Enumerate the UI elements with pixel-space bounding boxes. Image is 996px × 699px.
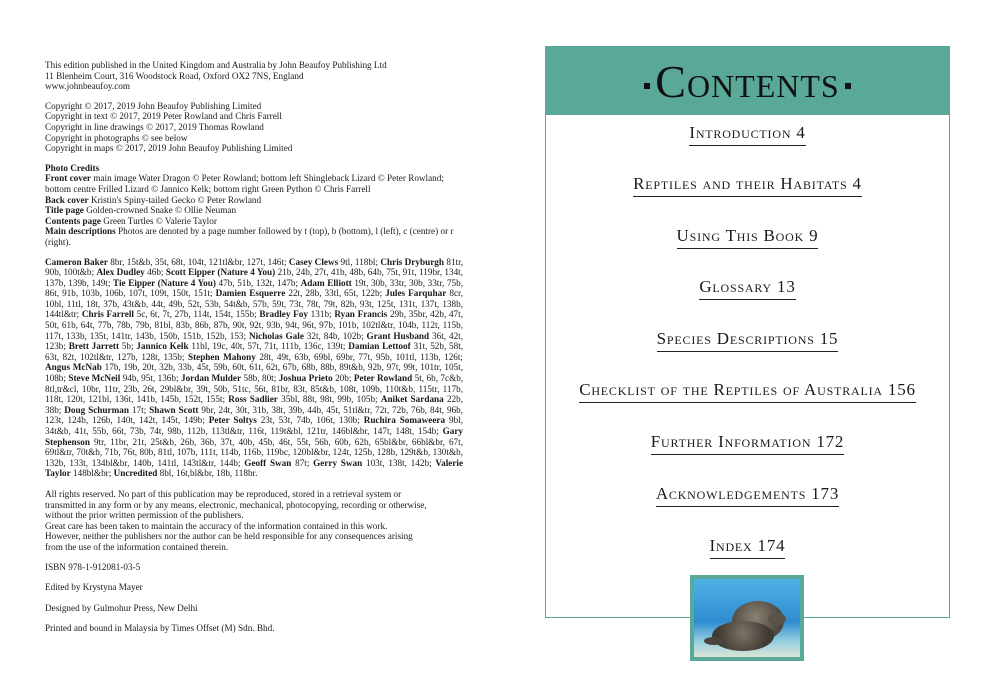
title-page-text: Golden-crowned Snake © Ollie Neuman — [86, 205, 237, 216]
main-descriptions-label: Main descriptions — [45, 226, 116, 237]
photographer-pages: 47b, 51b, 132t, 147b; — [218, 277, 299, 288]
photographer-pages: 9bl, 34t&b, 41t, 55b, 66t, 73b, 74t, 98b, 112b, 113tl&tr, 116t, 119t&bl, 121tr, 146bl&br, 147t, 148t, 154b; — [45, 415, 464, 436]
photographer-name: Ruchira Somaweera — [363, 415, 446, 426]
photographer-pages: 81tr, 90b, 100t&b; — [45, 256, 464, 278]
toc-item-checklist[interactable] — [546, 380, 949, 400]
photographer-pages: 29b, 35br, 42b, 47t, 50t, 61b, 64t, 77b, 78b, 79b, 81bl, 83b, 86b, 87b, 90t, 92t, 93b, 94t, 96t, 97b, 101b, 102tl&tr, 104b, 112t, 115b, 117t, 133b, 135t, 141tr, 143b, 150b, 151b, 152b, 153; — [45, 309, 464, 341]
photographer-pages: 28t, 49t, 63b, 69bl, 69br, 77t, 95b, 101tl, 113b, 126t; — [259, 351, 463, 362]
imprint-url[interactable]: www.johnbeaufoy.com — [45, 81, 131, 92]
photographer-pages: 131b; — [310, 309, 332, 320]
rights-block — [45, 489, 463, 553]
rights-line: from the use of the information contained therein. — [45, 541, 229, 552]
photographer-name: Tie Eipper (Nature 4 You) — [113, 277, 216, 288]
designed-by: Designed by Gulmohur Press, New Delhi — [45, 602, 198, 613]
contents-page-label: Contents page — [45, 215, 101, 226]
photographer-pages: 5c, 6t, 7t, 27b, 114t, 154t, 155b; — [136, 309, 257, 320]
photographer-name: Bradley Foy — [259, 309, 308, 320]
copyright-block — [45, 101, 463, 154]
photographer-name: Chris Dryburgh — [380, 256, 444, 267]
contents-page-text: Green Turtles © Valerie Taylor — [103, 215, 217, 226]
photographer-pages: 21b, 24b, 27t, 41b, 48b, 64b, 75t, 91t, 119br, 134t, 137b, 139b, 149t; — [45, 267, 464, 288]
rights-line: However, neither the publishers nor the author can be held responsible for any consequences arising — [45, 531, 413, 542]
main-descriptions-credit — [45, 226, 463, 247]
toc-link[interactable]: Further Information 172 — [651, 432, 844, 455]
turtle-shell-shape — [712, 621, 774, 651]
photographer-pages: 17t; — [131, 404, 147, 415]
edited-by: Edited by Krystyna Mayer — [45, 582, 143, 593]
photographer-pages: 9br, 24t, 30t, 31b, 38t, 39b, 44b, 45t, 51tl&tr, 72t, 72b, 76b, 84t, 96b, 123t, 124b, 126b, 140t, 142t, 145t, 149b; — [45, 404, 464, 426]
toc-item-introduction[interactable] — [546, 123, 949, 143]
toc-item-acknowledgements[interactable] — [546, 484, 949, 504]
photographer-pages: 8bl, 16t,bl&br, 18b, 118br. — [159, 468, 258, 479]
photographer-pages: 22b, 38b; — [45, 394, 464, 415]
toc-link[interactable]: Using This Book 9 — [677, 226, 819, 249]
photographer-name: Joshua Prieto — [278, 373, 333, 384]
photographer-name: Shawn Scott — [149, 404, 199, 415]
photographer-name: Damien Esquerre — [215, 288, 286, 299]
photographer-name: Valerie Taylor — [45, 457, 464, 479]
front-cover-label: Front cover — [45, 173, 92, 184]
photographer-name: Gerry Swan — [313, 457, 363, 468]
photographer-pages: 8cr, 10bl, 11tl, 18t, 37b, 43t&b, 44t, 49b, 52t, 53b, 54t&b, 57b, 59t, 73t, 78t, 79t, 82b, 93t, 125t, 131t, 137t, 138b, 144tl&tr; — [45, 288, 464, 320]
imprint-line: 11 Blenheim Court, 316 Woodstock Road, Oxford OX2 7NS, England — [45, 70, 304, 81]
photographer-name: Jordan Mulder — [180, 373, 242, 384]
photographer-name: Cameron Baker — [45, 256, 108, 267]
photographer-name: Peter Rowland — [353, 373, 413, 384]
ornament-dot — [644, 83, 650, 89]
photographer-name: Nicholas Gale — [248, 330, 304, 341]
photographer-name: Adam Elliott — [300, 277, 352, 288]
photographer-name: Stephen Mahony — [187, 351, 256, 362]
toc-item-using-this-book[interactable] — [546, 226, 949, 246]
contents-header-band — [546, 47, 949, 115]
photographer-pages: 103t, 138t, 142b; — [365, 457, 432, 468]
back-cover-text: Kristin's Spiny-tailed Gecko © Peter Rowland — [90, 194, 262, 205]
rights-line: Great care has been taken to maintain the accuracy of the information contained in this work. — [45, 520, 388, 531]
photographer-pages: 46b; — [147, 267, 164, 278]
photographer-name: Casey Clews — [288, 256, 339, 267]
front-cover-credit — [45, 173, 463, 194]
contents-title-text: Contents — [655, 55, 840, 107]
photographer-name: Aniket Sardana — [380, 394, 444, 405]
toc-link[interactable]: Acknowledgements 173 — [656, 484, 839, 507]
photographer-credits — [45, 257, 463, 479]
toc-link[interactable]: Checklist of the Reptiles of Australia 156 — [579, 380, 916, 403]
photographer-pages: 9tl, 118bl; — [340, 256, 379, 267]
back-cover-credit — [45, 195, 463, 206]
rights-line: transmitted in any form or by any means, electronic, mechanical, photocopying, recording or otherwise, — [45, 499, 427, 510]
toc-link[interactable]: Index 174 — [710, 536, 786, 559]
toc-item-glossary[interactable] — [546, 277, 949, 297]
title-page-credit — [45, 205, 463, 216]
toc-link[interactable]: Glossary 13 — [699, 277, 795, 300]
photographer-pages: 5b; — [121, 341, 134, 352]
photographer-pages: 32t, 84b, 102b; — [306, 330, 364, 341]
photographer-name: Scott Eipper (Nature 4 You) — [165, 267, 276, 278]
ornament-dot — [845, 83, 851, 89]
turtle-photo-frame — [690, 575, 804, 661]
photographer-name: Brett Jarrett — [68, 341, 120, 352]
toc-item-further-information[interactable] — [546, 432, 949, 452]
photographer-name: Grant Husband — [366, 330, 430, 341]
copyright-line: Copyright in text © 2017, 2019 Peter Rowland and Chris Farrell — [45, 111, 282, 122]
photographer-name: Angus McNab — [45, 362, 102, 373]
photographer-pages: 17b, 19b, 20t, 32b, 33b, 45t, 59b, 60t, 61t, 62t, 67b, 68b, 88b, 89t&b, 92b, 97t, 99t, 101tr, 105t, 108b; — [45, 362, 463, 384]
front-cover-text: main image Water Dragon © Peter Rowland; bottom left Shingleback Lizard © Peter Rowland; bottom centre Frilled Lizard © Jannico Kelk; bottom right Green Python © Chris Farrell — [45, 173, 444, 194]
photographer-pages: 8br, 15t&b, 35t, 68t, 104t, 121tl&br, 127t, 146t; — [110, 256, 287, 267]
green-turtles-photo — [694, 579, 800, 657]
contents-panel — [545, 46, 950, 618]
photographer-pages: 5t, 6b, 7c&b, 8tl,tr&cl, 10br, 11tr, 23b, 26t, 29bl&br, 39t, 50b, 51tc, 56t, 81br, 83t, 85t&b, 108t, 109b, 110t&b, 115tr, 117b, 118t, 120t, 121bl, 136t, 141b, 145b, 152t, 155t; — [45, 373, 464, 405]
imprint-block — [45, 60, 463, 92]
photographer-name: Geoff Swan — [244, 457, 292, 468]
photographer-pages: 23t, 53t, 74b, 106t, 130b; — [260, 415, 360, 426]
photographer-name: Jules Farquhar — [385, 288, 447, 299]
toc-link[interactable]: Reptiles and their Habitats 4 — [633, 174, 862, 197]
title-page-label: Title page — [45, 205, 84, 216]
photographer-pages: 22t, 28b, 33tl, 65t, 122b; — [288, 288, 383, 299]
copyright-line: Copyright in line drawings © 2017, 2019 Thomas Rowland — [45, 121, 264, 132]
photographer-pages: 31t, 52b, 58t, 63t, 82t, 102tl&tr, 127b, 128t, 135b; — [45, 341, 464, 362]
photographer-pages: 19t, 30b, 33tr, 30b, 33tr, 75b, 86t, 91b, 103b, 106b, 107t, 109t, 150t, 151t; — [45, 277, 464, 299]
photographer-name: Ryan Francis — [334, 309, 388, 320]
photographer-pages: 9tr, 11br, 21t, 25t&b, 26b, 36b, 37t, 40b, 45b, 46t, 55t, 56b, 60b, 62b, 65bl&br, 66bl&br, 67t, 69tl&tr, 70t&b, 71b, 76t, 80b, 81tl, 107b, 111t, 114b, 116b, 119bc, 120bl&br, 124t, 125b, 128b, 129t&b, 130t&b, 132b, 133t, 134bl&br, 140b, 141tl, 143tl&tr, 144b; — [45, 436, 463, 468]
toc-item-reptiles-habitats[interactable] — [546, 174, 949, 194]
toc-item-species-descriptions[interactable] — [546, 329, 949, 349]
contents-page-credit — [45, 216, 463, 227]
rights-line: All rights reserved. No part of this publication may be reproduced, stored in a retrieval system or — [45, 488, 402, 499]
photographer-pages: 36t, 42t, 123b; — [45, 330, 464, 352]
photographer-name: Doug Schurman — [64, 404, 129, 415]
photographer-name: Gary Stephenson — [45, 426, 463, 447]
toc-link[interactable]: Species Descriptions 15 — [657, 329, 839, 352]
main-descriptions-text: Photos are denoted by a page number followed by t (top), b (bottom), l (left), c (centre) or r (right). — [45, 226, 454, 247]
photographer-name: Alex Dudley — [96, 267, 145, 278]
copyright-line: Copyright in maps © 2017, 2019 John Beaufoy Publishing Limited — [45, 143, 293, 154]
photographer-pages: 20b; — [335, 373, 352, 384]
copyright-line: Copyright © 2017, 2019 John Beaufoy Publishing Limited — [45, 100, 262, 111]
toc-link[interactable]: Introduction 4 — [689, 123, 805, 146]
rights-line: without the prior written permission of the publishers. — [45, 510, 244, 521]
photographer-pages: 11bl, 19c, 40t, 57t, 71t, 111b, 136c, 139t; — [191, 341, 346, 352]
photo-credits-block — [45, 163, 463, 248]
toc-item-index[interactable] — [546, 536, 949, 556]
turtle-head-shape — [768, 613, 786, 625]
photographer-name: Ross Sadlier — [228, 394, 278, 405]
contents-title — [639, 55, 855, 108]
photo-credits-heading: Photo Credits — [45, 162, 100, 173]
photographer-name: Uncredited — [113, 468, 158, 479]
photographer-name: Steve McNeil — [68, 373, 121, 384]
photographer-name: Peter Soltys — [208, 415, 257, 426]
turtle-flipper-shape — [704, 637, 724, 645]
imprint-line: This edition published in the United Kingdom and Australia by John Beaufoy Publishing Ltd — [45, 60, 387, 70]
photographer-name: Chris Farrell — [81, 309, 134, 320]
photographer-name: Jannico Kelk — [136, 341, 189, 352]
copyright-page — [45, 60, 463, 644]
photographer-pages: 58b, 80t; — [243, 373, 277, 384]
printed-by: Printed and bound in Malaysia by Times Offset (M) Sdn. Bhd. — [45, 623, 275, 634]
photographer-name: Damian Lettoof — [348, 341, 411, 352]
photographer-pages: 35bl, 88t, 98t, 99b, 105b; — [281, 394, 378, 405]
back-cover-label: Back cover — [45, 194, 89, 205]
photographer-pages: 94b, 95t, 136b; — [122, 373, 179, 384]
photographer-pages: 148bl&br; — [73, 468, 112, 479]
isbn: ISBN 978-1-912081-03-5 — [45, 561, 141, 572]
copyright-line: Copyright in photographs © see below — [45, 132, 188, 143]
photographer-pages: 87t; — [295, 457, 310, 468]
